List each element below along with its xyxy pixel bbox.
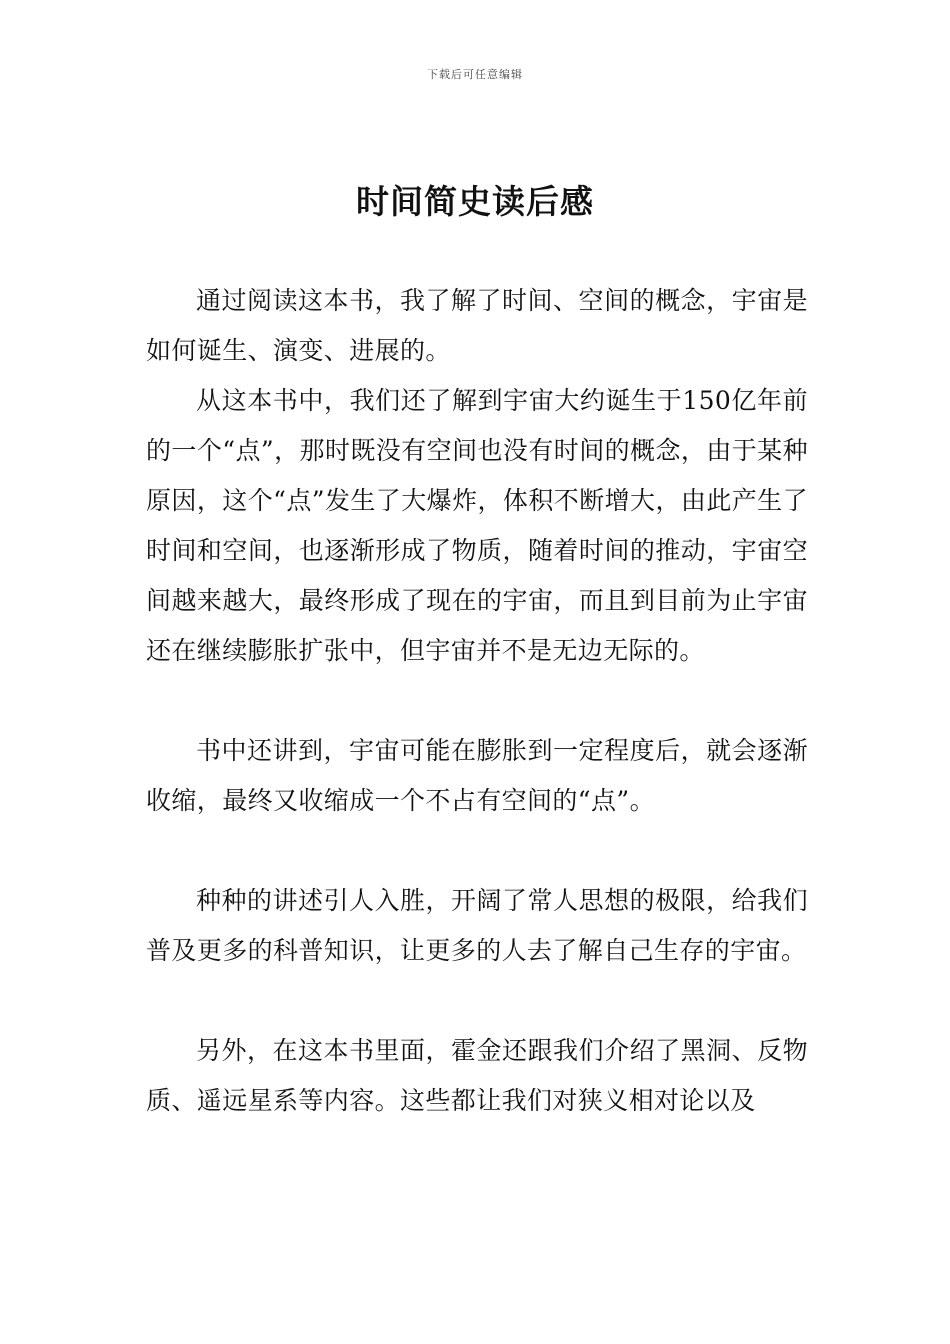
paragraph-gap	[146, 826, 808, 876]
paragraph-3: 书中还讲到，宇宙可能在膨胀到一定程度后，就会逐渐收缩，最终又收缩成一个不占有空间的“点”。	[146, 736, 808, 815]
paragraph-2: 从这本书中，我们还了解到宇宙大约诞生于150亿年前的一个“点”，那时既没有空间也没有时间的概念，由于某种原因，这个“点”发生了大爆炸，体积不断增大，由此产生了时间和空间，也逐渐形成了物质，随着时间的推动，宇宙空间越来越大，最终形成了现在的宇宙，而且到目前为止宇宙还在继续膨胀扩张中，但宇宙并不是无边无际的。	[146, 386, 808, 665]
header-note: 下载后可任意编辑	[427, 68, 523, 81]
paragraph-1: 通过阅读这本书，我了解了时间、空间的概念，宇宙是如何诞生、演变、进展的。	[146, 286, 808, 365]
paragraph-4: 种种的讲述引人入胜，开阔了常人思想的极限，给我们普及更多的科普知识，让更多的人去了解自己生存的宇宙。	[146, 886, 808, 965]
paragraph-5: 另外，在这本书里面，霍金还跟我们介绍了黑洞、反物质、遥远星系等内容。这些都让我们对狭义相对论以及	[146, 1036, 808, 1115]
paragraph-gap	[146, 976, 808, 1026]
paragraph-gap	[146, 676, 808, 726]
document-title: 时间简史读后感	[356, 182, 594, 221]
document-body	[146, 276, 808, 1126]
